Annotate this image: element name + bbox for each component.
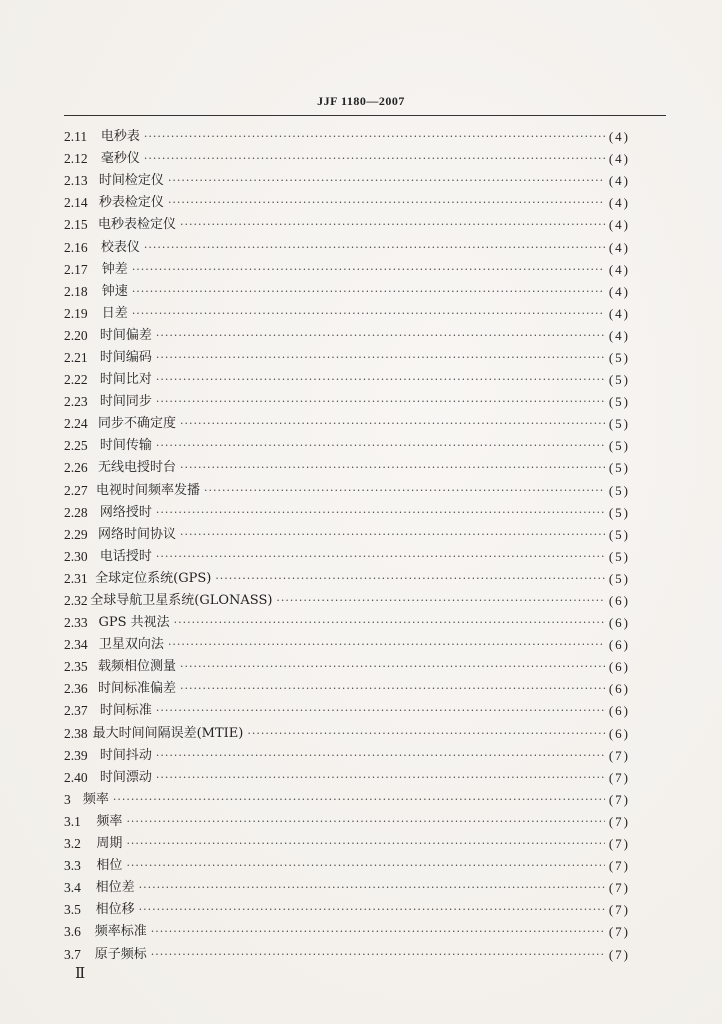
toc-entry xyxy=(64,678,630,700)
toc-entry-title: 相位差 xyxy=(95,880,135,896)
toc-entry xyxy=(64,502,630,524)
toc-entry xyxy=(64,943,630,965)
toc-entry-title: 日差 xyxy=(101,305,128,321)
toc-leader-dots xyxy=(139,877,605,899)
toc-entry xyxy=(64,656,630,678)
toc-entry-number: 2.39 xyxy=(64,747,88,763)
toc-leader-dots xyxy=(204,480,605,502)
toc-entry-title: 频率 xyxy=(82,791,109,807)
toc-entry-title: 时间标准 xyxy=(99,703,152,719)
toc-entry xyxy=(64,568,630,590)
toc-entry-page: (7) xyxy=(608,880,630,896)
toc-entry-number: 2.34 xyxy=(64,637,88,653)
toc-entry-page: (4) xyxy=(608,305,630,321)
toc-leader-dots xyxy=(156,325,605,347)
toc-entry xyxy=(64,281,630,303)
toc-entry-title: 秒表检定仪 xyxy=(98,195,164,211)
toc-entry-title: 网络时间协议 xyxy=(97,526,176,542)
toc-entry-title: 最大时间间隔误差(MTIE) xyxy=(92,725,244,741)
toc-entry xyxy=(64,899,630,921)
toc-entry xyxy=(64,126,630,148)
toc-leader-dots xyxy=(156,391,605,413)
toc-leader-dots xyxy=(132,281,605,303)
toc-entry-page: (5) xyxy=(608,548,630,564)
toc-entry-title: 时间抖动 xyxy=(99,747,152,763)
toc-leader-dots xyxy=(168,170,605,192)
toc-entry-title: 时间标准偏差 xyxy=(97,681,176,697)
toc-entry-title: 相位移 xyxy=(95,902,135,918)
toc-entry-number: 3.2 xyxy=(64,836,81,852)
toc-entry xyxy=(64,612,630,634)
toc-entry-number: 2.29 xyxy=(64,526,88,542)
toc-leader-dots xyxy=(144,126,605,148)
toc-entry-title: 载频相位测量 xyxy=(97,659,176,675)
toc-entry-number: 2.36 xyxy=(64,681,88,697)
toc-entry-title: 钟速 xyxy=(101,283,128,299)
toc-entry xyxy=(64,413,630,435)
toc-entry-title: 校表仪 xyxy=(100,239,140,255)
toc-entry xyxy=(64,723,630,745)
toc-entry-number: 3.1 xyxy=(64,813,81,829)
toc-entry xyxy=(64,303,630,325)
toc-leader-dots xyxy=(126,811,604,833)
toc-entry-number: 2.11 xyxy=(64,129,88,145)
toc-entry-title: 时间偏差 xyxy=(99,327,152,343)
toc-entry xyxy=(64,170,630,192)
toc-leader-dots xyxy=(156,700,605,722)
toc-leader-dots xyxy=(113,789,605,811)
toc-leader-dots xyxy=(156,546,605,568)
toc-entry-number: 2.15 xyxy=(64,217,88,233)
toc-entry-page: (5) xyxy=(608,349,630,365)
toc-entry-number: 2.38 xyxy=(64,725,88,741)
toc-leader-dots xyxy=(151,921,605,943)
toc-entry xyxy=(64,148,630,170)
toc-entry-number: 2.28 xyxy=(64,504,88,520)
toc-entry-page: (6) xyxy=(608,725,630,741)
toc-leader-dots xyxy=(156,369,605,391)
toc-entry-number: 2.19 xyxy=(64,305,88,321)
toc-entry-page: (4) xyxy=(608,129,630,145)
toc-entry-title: 全球定位系统(GPS) xyxy=(95,570,212,586)
toc-entry xyxy=(64,192,630,214)
toc-leader-dots xyxy=(215,568,605,590)
toc-entry xyxy=(64,546,630,568)
page-header: JJF 1180—2007 xyxy=(317,94,405,108)
toc-entry xyxy=(64,811,630,833)
toc-entry-number: 2.37 xyxy=(64,703,88,719)
toc-entry-page: (5) xyxy=(608,526,630,542)
toc-entry xyxy=(64,369,630,391)
toc-entry xyxy=(64,634,630,656)
toc-entry-page: (4) xyxy=(608,327,630,343)
toc-entry-number: 2.21 xyxy=(64,349,88,365)
toc-entry-page: (7) xyxy=(608,902,630,918)
toc-entry-title: 电秒表检定仪 xyxy=(97,217,176,233)
toc-entry xyxy=(64,236,630,258)
toc-entry-page: (7) xyxy=(608,858,630,874)
toc-leader-dots xyxy=(156,502,605,524)
toc-leader-dots xyxy=(156,767,605,789)
toc-entry-page: (5) xyxy=(608,460,630,476)
toc-entry-page: (5) xyxy=(608,416,630,432)
toc-entry-title: 同步不确定度 xyxy=(97,416,176,432)
toc-entry xyxy=(64,325,630,347)
toc-entry-page: (5) xyxy=(608,372,630,388)
toc-entry-number: 3.6 xyxy=(64,924,81,940)
toc-leader-dots xyxy=(174,612,605,634)
toc-entry-title: 频率 xyxy=(96,813,123,829)
toc-entry xyxy=(64,435,630,457)
toc-entry xyxy=(64,833,630,855)
toc-entry-number: 2.24 xyxy=(64,416,88,432)
toc-leader-dots xyxy=(132,259,605,281)
toc-leader-dots xyxy=(144,237,605,259)
toc-leader-dots xyxy=(139,899,605,921)
toc-entry xyxy=(64,347,630,369)
toc-leader-dots xyxy=(132,303,605,325)
toc-entry-page: (6) xyxy=(608,703,630,719)
toc-entry-title: 原子频标 xyxy=(94,946,147,962)
toc-entry-number: 2.33 xyxy=(64,615,88,631)
toc-entry-page: (7) xyxy=(608,747,630,763)
toc-entry-title: 时间漂动 xyxy=(99,769,152,785)
toc-entry-number: 3.5 xyxy=(64,902,81,918)
toc-entry-page: (5) xyxy=(608,482,630,498)
toc-entry-title: 电视时间频率发播 xyxy=(96,482,201,498)
toc-entry-number: 2.20 xyxy=(64,327,88,343)
toc-entry xyxy=(64,480,630,502)
toc-entry-page: (4) xyxy=(608,239,630,255)
toc-entry xyxy=(64,259,630,281)
toc-entry-number: 2.32 xyxy=(64,593,88,609)
toc-leader-dots xyxy=(180,524,605,546)
toc-leader-dots xyxy=(180,457,605,479)
toc-entry-page: (6) xyxy=(608,615,630,631)
toc-entry-page: (5) xyxy=(608,438,630,454)
toc-leader-dots xyxy=(144,148,605,170)
toc-leader-dots xyxy=(180,214,605,236)
toc-leader-dots xyxy=(126,833,604,855)
toc-entry-title: 相位 xyxy=(96,858,123,874)
toc-entry-number: 2.17 xyxy=(64,261,88,277)
header-rule xyxy=(64,115,666,116)
toc-entry-number: 2.18 xyxy=(64,283,88,299)
toc-entry xyxy=(64,524,630,546)
toc-entry-title: 卫星双向法 xyxy=(98,637,164,653)
toc-entry xyxy=(64,391,630,413)
toc-entry-page: (6) xyxy=(608,681,630,697)
toc-entry-number: 2.26 xyxy=(64,460,88,476)
toc-entry-number: 3.4 xyxy=(64,880,81,896)
toc-entry-title: 时间检定仪 xyxy=(98,173,164,189)
toc-entry xyxy=(64,745,630,767)
toc-entry xyxy=(64,877,630,899)
toc-entry-number: 2.30 xyxy=(64,548,88,564)
toc-entry-page: (7) xyxy=(608,836,630,852)
toc-entry-page: (4) xyxy=(608,173,630,189)
toc-entry-title: 时间传输 xyxy=(99,438,152,454)
toc-entry xyxy=(64,921,630,943)
toc-entry-title: 钟差 xyxy=(101,261,128,277)
toc-leader-dots xyxy=(276,590,604,612)
toc-entry-number: 2.22 xyxy=(64,372,88,388)
toc-entry-number: 2.13 xyxy=(64,173,88,189)
toc-entry-title: 频率标准 xyxy=(94,924,147,940)
toc-entry-page: (7) xyxy=(608,769,630,785)
toc-entry-number: 2.25 xyxy=(64,438,88,454)
toc-leader-dots xyxy=(168,192,605,214)
toc-entry xyxy=(64,789,630,811)
toc-entry-page: (4) xyxy=(608,151,630,167)
toc-leader-dots xyxy=(156,745,605,767)
toc-entry-title: 周期 xyxy=(96,836,123,852)
toc-entry-number: 3.7 xyxy=(64,946,81,962)
toc-entry xyxy=(64,590,630,612)
toc-entry-number: 2.12 xyxy=(64,151,88,167)
toc-leader-dots xyxy=(156,435,605,457)
toc-entry-page: (6) xyxy=(608,593,630,609)
toc-entry-title: 电话授时 xyxy=(99,548,152,564)
toc-leader-dots xyxy=(180,656,605,678)
toc-leader-dots xyxy=(247,723,604,745)
toc-entry-page: (4) xyxy=(608,283,630,299)
toc-entry-page: (4) xyxy=(608,217,630,233)
toc-entry-page: (7) xyxy=(608,791,630,807)
toc-entry-number: 2.40 xyxy=(64,769,88,785)
toc-entry-page: (4) xyxy=(608,261,630,277)
toc-entry-title: 时间编码 xyxy=(99,349,152,365)
toc-entry-title: 无线电授时台 xyxy=(97,460,176,476)
toc-entry-page: (7) xyxy=(608,813,630,829)
toc-entry-title: 时间比对 xyxy=(99,372,152,388)
toc-entry-number: 2.27 xyxy=(64,482,88,498)
toc-entry xyxy=(64,457,630,479)
toc-entry-page: (6) xyxy=(608,637,630,653)
toc-entry-page: (5) xyxy=(608,504,630,520)
page-number: Ⅱ xyxy=(75,966,86,982)
toc-entry xyxy=(64,214,630,236)
toc-leader-dots xyxy=(168,634,605,656)
toc-entry-page: (5) xyxy=(608,570,630,586)
toc-entry-page: (4) xyxy=(608,195,630,211)
toc-entry-number: 2.16 xyxy=(64,239,88,255)
table-of-contents xyxy=(64,126,630,966)
toc-entry-page: (7) xyxy=(608,924,630,940)
toc-entry xyxy=(64,767,630,789)
toc-entry-title: 时间同步 xyxy=(99,394,152,410)
toc-entry-title: GPS 共视法 xyxy=(98,615,170,631)
toc-entry-number: 2.14 xyxy=(64,195,88,211)
toc-entry-title: 毫秒仪 xyxy=(100,151,140,167)
toc-entry-title: 电秒表 xyxy=(100,129,140,145)
toc-entry xyxy=(64,855,630,877)
toc-entry xyxy=(64,700,630,722)
toc-leader-dots xyxy=(126,855,604,877)
toc-entry-number: 3.3 xyxy=(64,858,81,874)
toc-entry-page: (5) xyxy=(608,394,630,410)
toc-entry-number: 2.23 xyxy=(64,394,88,410)
toc-entry-page: (6) xyxy=(608,659,630,675)
toc-entry-title: 全球导航卫星系统(GLONASS) xyxy=(90,593,273,609)
toc-entry-number: 2.35 xyxy=(64,659,88,675)
toc-entry-title: 网络授时 xyxy=(99,504,152,520)
toc-leader-dots xyxy=(180,413,605,435)
toc-entry-number: 2.31 xyxy=(64,570,88,586)
toc-entry-page: (7) xyxy=(608,946,630,962)
toc-entry-number: 3 xyxy=(64,791,71,807)
toc-leader-dots xyxy=(180,678,605,700)
toc-leader-dots xyxy=(156,347,605,369)
toc-leader-dots xyxy=(151,944,605,966)
